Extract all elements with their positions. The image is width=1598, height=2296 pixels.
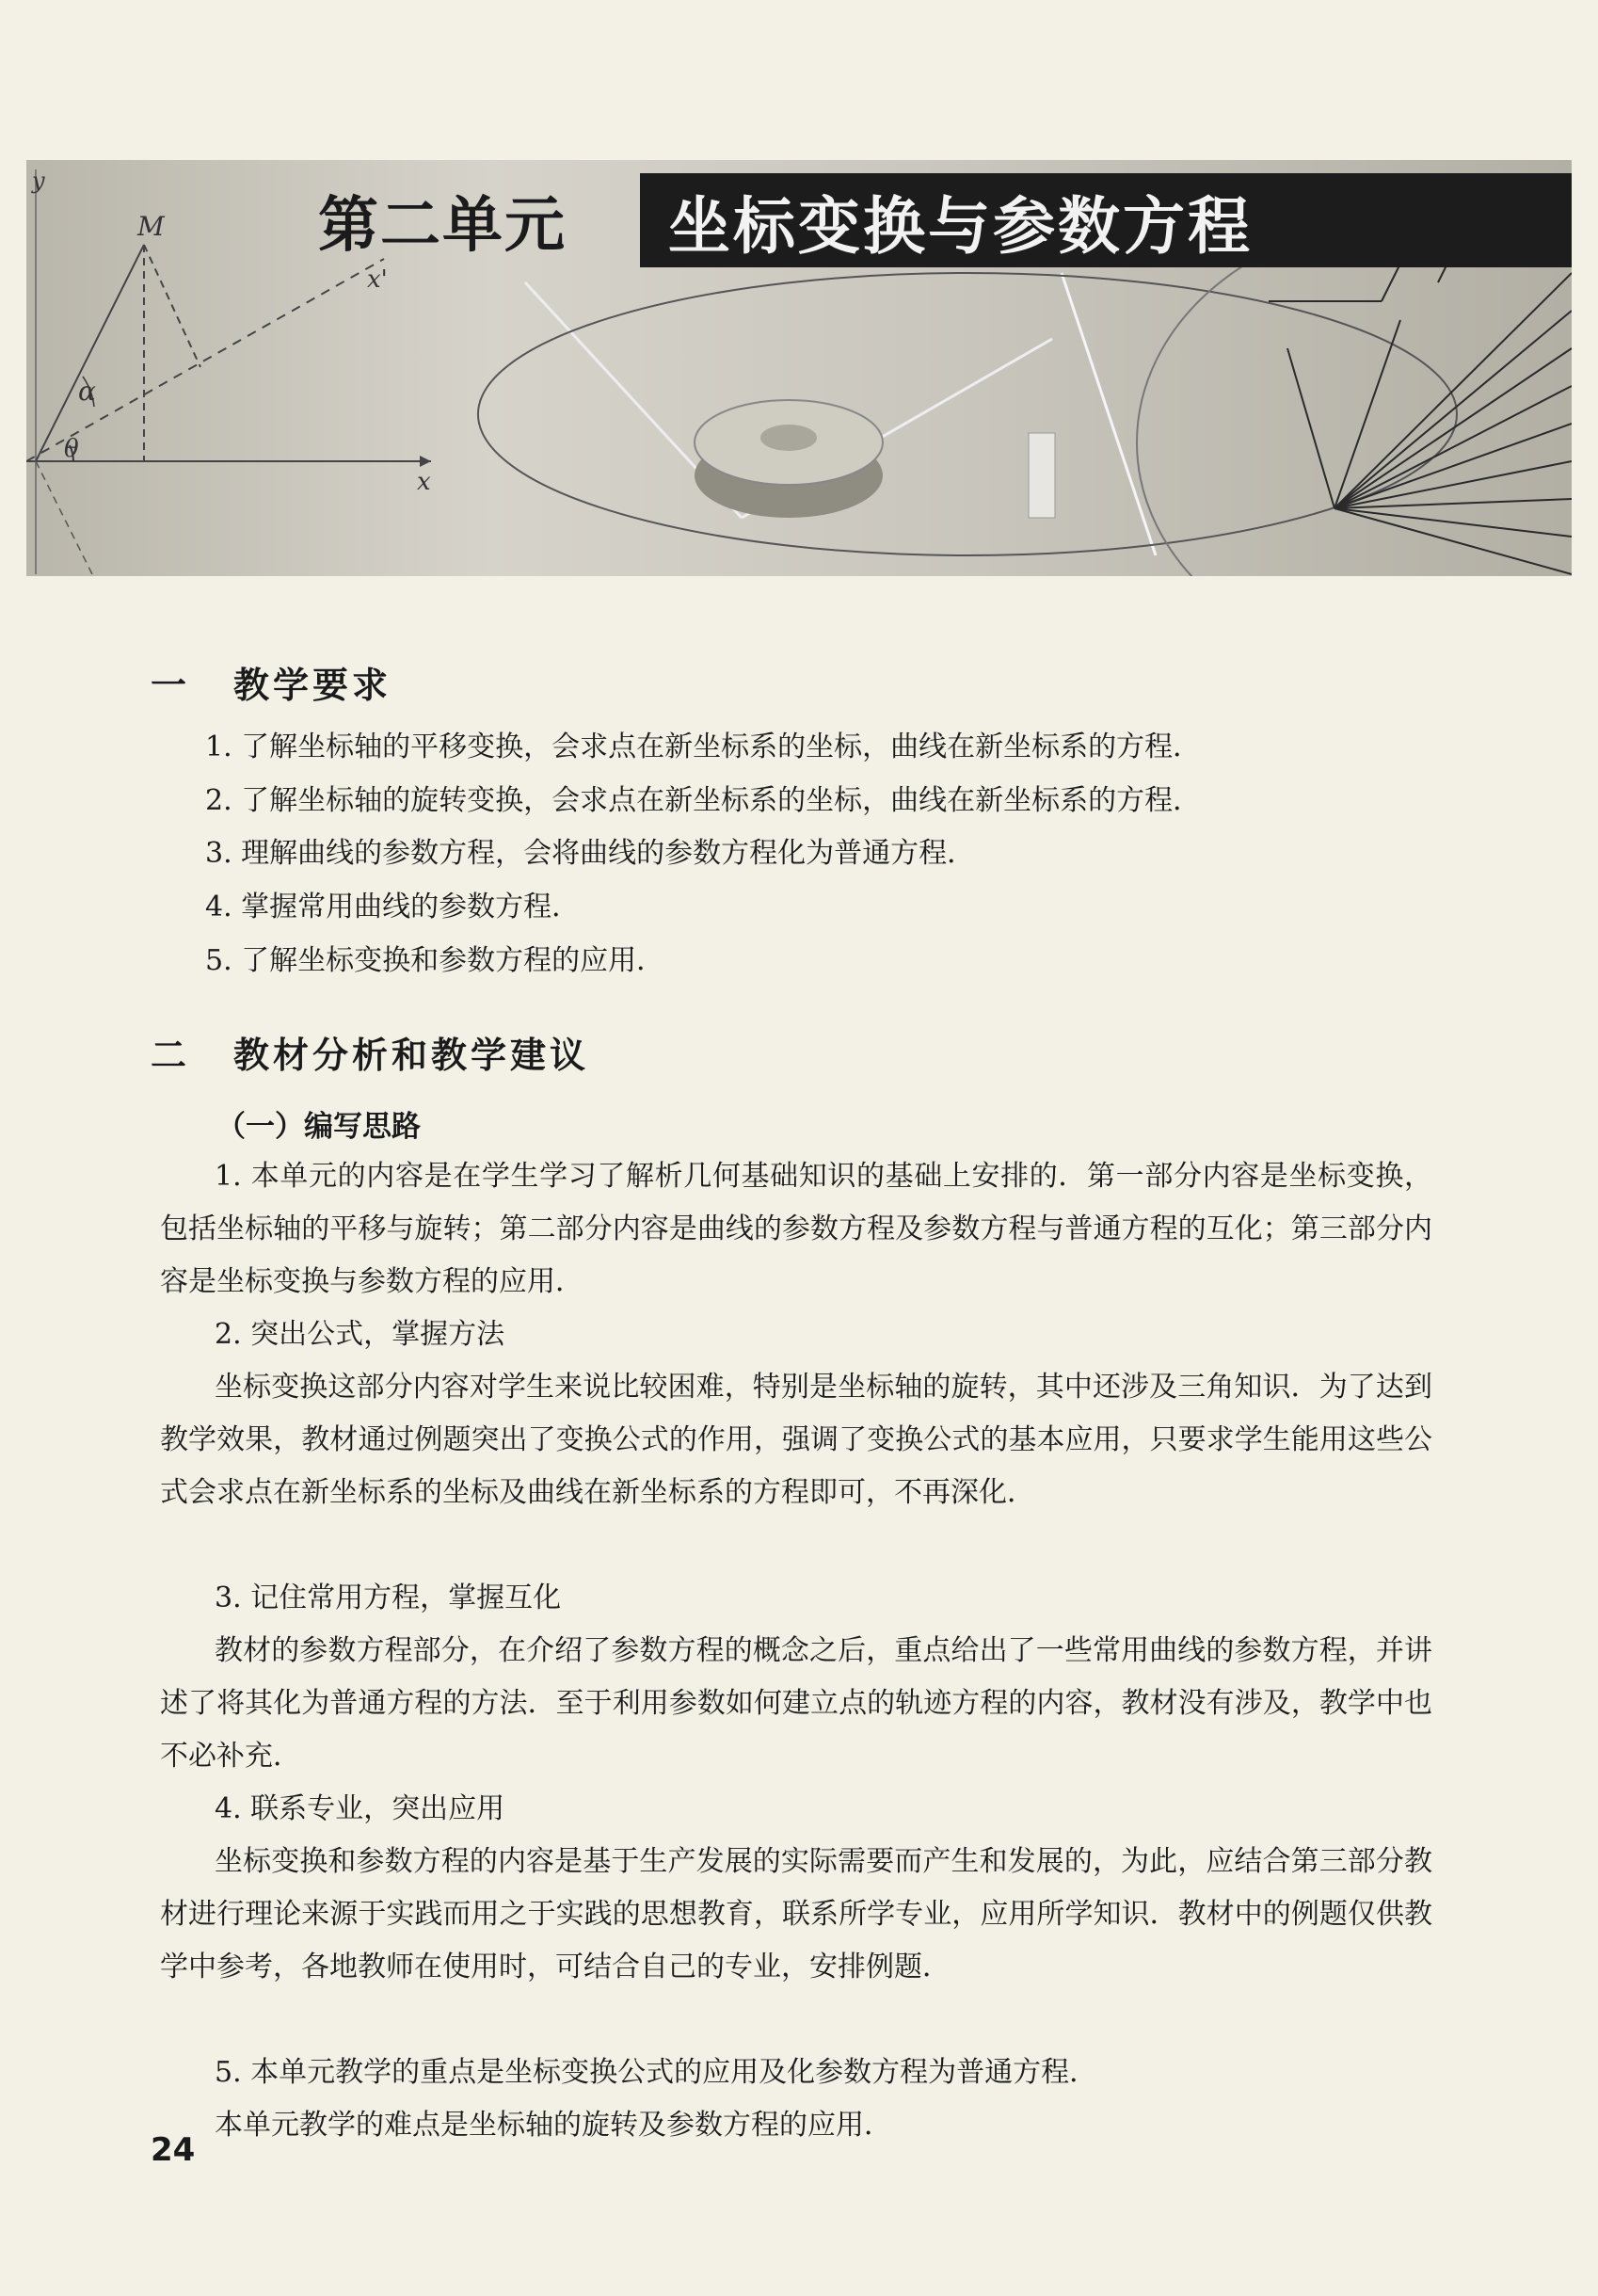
label-y: y — [32, 168, 45, 194]
unit-label: 第二单元 — [318, 191, 567, 261]
page-number: 24 — [151, 2131, 196, 2169]
om-segment — [36, 245, 144, 461]
paragraph-heading: 4. 联系专业，突出应用 — [215, 1792, 505, 1825]
x-prime-axis-line — [26, 259, 384, 461]
section2-subheading: （一）编写思路 — [216, 1110, 421, 1144]
unit-title: 坐标变换与参数方程 — [640, 173, 1572, 267]
label-m: M — [137, 211, 165, 242]
paragraph-heading: 3. 记住常用方程，掌握互化 — [215, 1582, 562, 1614]
requirement-item: 4. 掌握常用曲线的参数方程． — [205, 891, 581, 923]
label-x-prime: x' — [367, 265, 388, 294]
label-alpha: α — [78, 376, 96, 407]
paragraph: 1. 本单元的内容是在学生学习了解析几何基础知识的基础上安排的．第一部分内容是坐标变换，包括坐标轴的平移与旋转；第二部分内容是曲线的参数方程及参数方程与普通方程的互化；第三部分内容是坐标变换与参数方程的应用． — [160, 1160, 1432, 1298]
paragraph: 本单元教学的难点是坐标轴的旋转及参数方程的应用． — [215, 2109, 892, 2142]
section2-heading — [151, 1026, 589, 1078]
section2-number: 二 — [151, 1035, 191, 1076]
requirement-item: 3. 理解曲线的参数方程，会将曲线的参数方程化为普通方程． — [205, 837, 976, 870]
paragraph: 教材的参数方程部分，在介绍了参数方程的概念之后，重点给出了一些常用曲线的参数方程，并讲述了将其化为普通方程的方法．至于利用参数如何建立点的轨迹方程的内容，教材没有涉及，教学中也不必补充． — [160, 1634, 1432, 1773]
section1-number: 一 — [151, 665, 191, 706]
section1-title: 教学要求 — [233, 665, 392, 706]
paragraph: 坐标变换和参数方程的内容是基于生产发展的实际需要而产生和发展的，为此，应结合第三部分教材进行理论来源于实践而用之于实践的思想教育，联系所学专业，应用所学知识．教材中的例题仅供教学中参考，各地教师在使用时，可结合自己的专业，安排例题． — [160, 1845, 1432, 1983]
paragraph-heading: 2. 突出公式，掌握方法 — [215, 1318, 505, 1351]
requirement-item: 2. 了解坐标轴的旋转变换，会求点在新坐标系的坐标，曲线在新坐标系的方程． — [205, 784, 1202, 817]
section1-heading — [151, 656, 392, 708]
gear-fan-graphic — [1269, 245, 1572, 574]
requirement-item: 1. 了解坐标轴的平移变换，会求点在新坐标系的坐标，曲线在新坐标系的方程． — [205, 731, 1202, 763]
chapter-banner — [26, 160, 1572, 576]
paragraph: 坐标变换这部分内容对学生来说比较困难，特别是坐标轴的旋转，其中还涉及三角知识．为了达到教学效果，教材通过例题突出了变换公式的作用，强调了变换公式的基本应用，只要求学生能用这些公式会求点在新坐标系的坐标及曲线在新坐标系的方程即可，不再深化． — [160, 1371, 1432, 1509]
label-x: x — [417, 468, 431, 496]
m-projection — [144, 245, 200, 367]
paragraph: 5. 本单元教学的重点是坐标变换公式的应用及化参数方程为普通方程． — [215, 2056, 1098, 2089]
label-theta: θ — [64, 435, 79, 463]
requirement-item: 5. 了解坐标变换和参数方程的应用． — [205, 944, 665, 977]
section2-title: 教材分析和教学建议 — [233, 1035, 590, 1076]
